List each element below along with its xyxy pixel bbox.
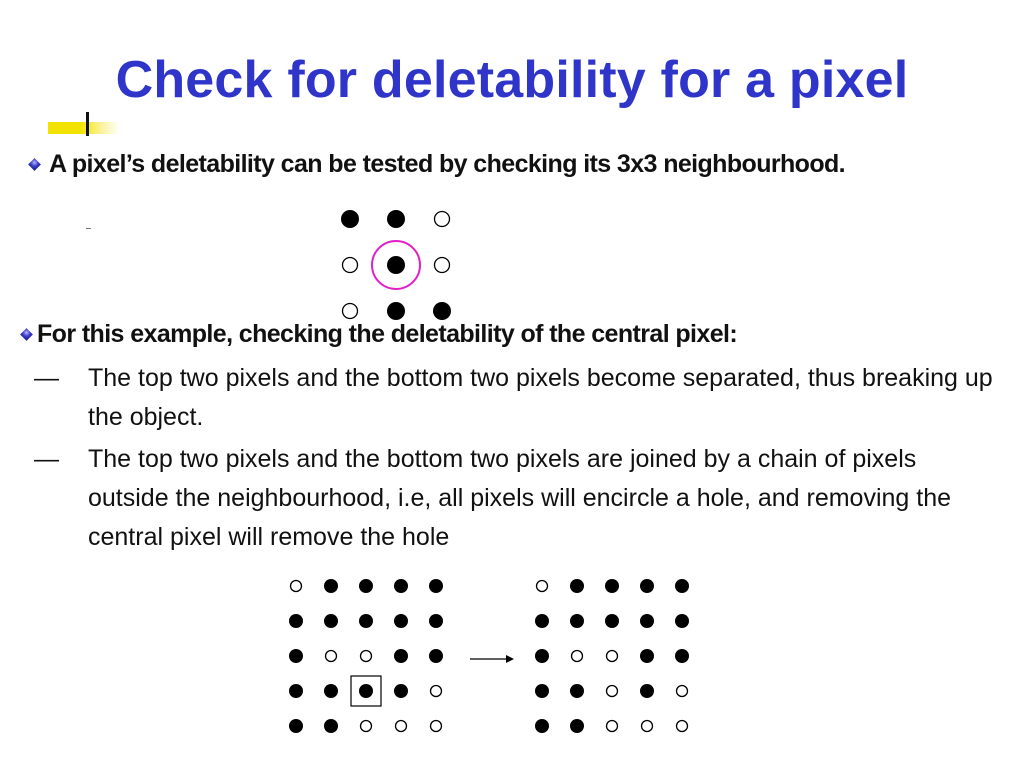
pixel-off (435, 212, 450, 227)
pixel-on (570, 684, 584, 698)
stray-mark (86, 228, 91, 229)
sub-item (34, 359, 994, 437)
neighbourhood-3x3-grid (330, 200, 460, 310)
pixel-on (289, 614, 303, 628)
bullet-item (30, 149, 845, 179)
pixel-on (429, 579, 443, 593)
pixel-off (642, 721, 653, 732)
pixel-on (387, 256, 405, 274)
slide-title: Check for deletability for a pixel (115, 51, 909, 109)
sub-item-text: The top two pixels and the bottom two pixels are joined by a chain of pixels outside the neighbourhood, i.e, all pixels will encircle a hole, and removing the central pixel will remove the hole (88, 445, 952, 551)
right-arrow-icon (470, 652, 514, 666)
pixel-off (607, 686, 618, 697)
pixel-off (431, 721, 442, 732)
pixel-on (535, 719, 549, 733)
pixel-off (677, 686, 688, 697)
pixel-on (535, 684, 549, 698)
pixel-on (605, 614, 619, 628)
pixel-on (640, 614, 654, 628)
pixel-on (387, 302, 405, 320)
pixel-on (324, 614, 338, 628)
diamond-bullet-icon (28, 158, 41, 171)
bullet-item (22, 319, 737, 349)
pixel-on (359, 614, 373, 628)
pixel-on (640, 579, 654, 593)
pixel-on (605, 579, 619, 593)
example-before-grid (280, 570, 460, 750)
pixel-off (396, 721, 407, 732)
pixel-on (387, 210, 405, 228)
dash-marker: — (34, 445, 59, 473)
sub-item-text: The top two pixels and the bottom two pixels become separated, thus breaking up the object. (88, 364, 993, 431)
pixel-on (535, 614, 549, 628)
pixel-on (640, 684, 654, 698)
pixel-on (535, 649, 549, 663)
pixel-off (343, 304, 358, 319)
pixel-off (361, 651, 372, 662)
pixel-on (324, 684, 338, 698)
pixel-off (343, 258, 358, 273)
pixel-on (359, 684, 373, 698)
bullet-text: For this example, checking the deletability of the central pixel: (37, 320, 738, 348)
pixel-off (572, 651, 583, 662)
pixel-on (324, 719, 338, 733)
pixel-off (435, 258, 450, 273)
bullet-text: A pixel’s deletability can be tested by checking its 3x3 neighbourhood. (49, 150, 846, 178)
pixel-on (675, 579, 689, 593)
title-accent-tick (86, 112, 89, 136)
pixel-off (607, 721, 618, 732)
pixel-on (289, 684, 303, 698)
pixel-off (431, 686, 442, 697)
example-after-grid (525, 570, 705, 750)
pixel-on (570, 614, 584, 628)
sub-item (34, 440, 994, 557)
pixel-off (361, 721, 372, 732)
pixel-on (289, 719, 303, 733)
dash-marker: — (34, 364, 59, 392)
pixel-on (675, 649, 689, 663)
pixel-on (640, 649, 654, 663)
pixel-on (359, 579, 373, 593)
pixel-off (326, 651, 337, 662)
pixel-on (675, 614, 689, 628)
pixel-off (291, 581, 302, 592)
pixel-off (537, 581, 548, 592)
pixel-on (394, 649, 408, 663)
pixel-on (324, 579, 338, 593)
pixel-on (394, 614, 408, 628)
pixel-on (429, 614, 443, 628)
pixel-on (394, 579, 408, 593)
pixel-on (429, 649, 443, 663)
pixel-off (677, 721, 688, 732)
pixel-on (570, 579, 584, 593)
title-accent-bar (48, 122, 120, 134)
pixel-on (570, 719, 584, 733)
diamond-bullet-icon (20, 328, 33, 341)
pixel-on (289, 649, 303, 663)
pixel-on (394, 684, 408, 698)
pixel-on (433, 302, 451, 320)
pixel-on (341, 210, 359, 228)
pixel-off (607, 651, 618, 662)
